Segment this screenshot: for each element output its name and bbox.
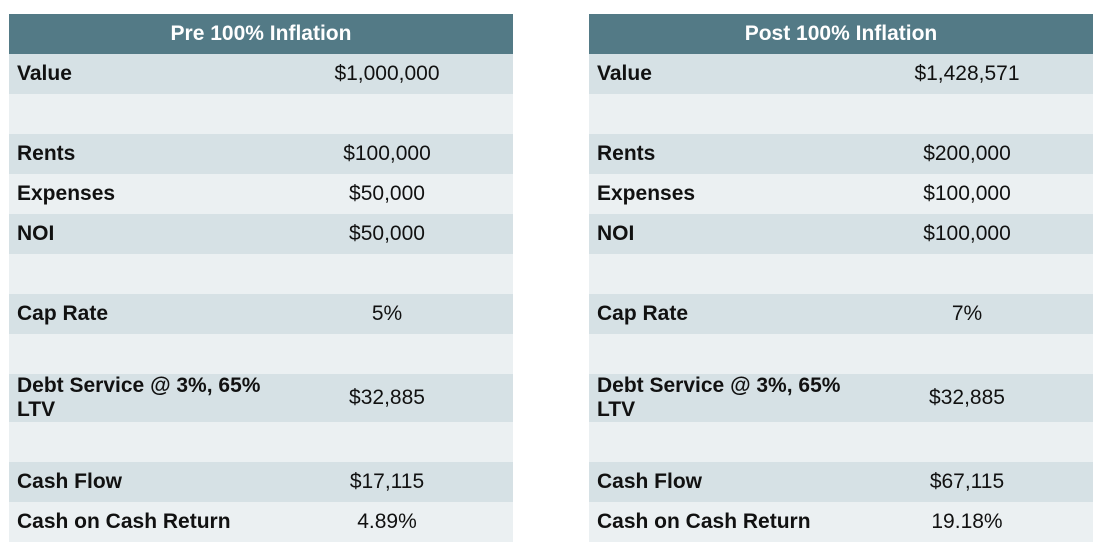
row-label (9, 254, 261, 294)
table-row (9, 54, 513, 94)
table-header-row (9, 14, 513, 54)
row-value (841, 334, 1093, 374)
table-row (9, 254, 513, 294)
row-label (9, 422, 261, 462)
table-row (589, 254, 1093, 294)
row-value (841, 254, 1093, 294)
row-value (261, 254, 513, 294)
row-value: $100,000 (261, 134, 513, 174)
row-value: $32,885 (261, 374, 513, 422)
table-title: Pre 100% Inflation (9, 14, 513, 54)
row-label: Expenses (589, 174, 841, 214)
table-row (9, 214, 513, 254)
row-value: 7% (841, 294, 1093, 334)
row-label: Value (589, 54, 841, 94)
table-row (589, 294, 1093, 334)
row-value: $17,115 (261, 462, 513, 502)
row-value: $1,000,000 (261, 54, 513, 94)
table-row (589, 502, 1093, 542)
row-label (589, 422, 841, 462)
row-label (589, 254, 841, 294)
row-value (841, 422, 1093, 462)
table-row (9, 334, 513, 374)
row-value: $50,000 (261, 174, 513, 214)
row-value (261, 334, 513, 374)
row-value: 4.89% (261, 502, 513, 542)
row-label: NOI (589, 214, 841, 254)
row-label: Value (9, 54, 261, 94)
row-value: $32,885 (841, 374, 1093, 422)
row-label: NOI (9, 214, 261, 254)
row-value (841, 94, 1093, 134)
row-value: $200,000 (841, 134, 1093, 174)
pre-inflation-table (9, 14, 513, 542)
row-value (261, 94, 513, 134)
row-label: Cash Flow (9, 462, 261, 502)
table-row (9, 94, 513, 134)
row-value: $1,428,571 (841, 54, 1093, 94)
table-row (589, 134, 1093, 174)
row-label (9, 94, 261, 134)
row-label: Rents (589, 134, 841, 174)
row-value: 5% (261, 294, 513, 334)
row-label: Debt Service @ 3%, 65% LTV (9, 374, 261, 422)
table-row (9, 422, 513, 462)
table-row (589, 174, 1093, 214)
row-label: Debt Service @ 3%, 65% LTV (589, 374, 841, 422)
row-label: Rents (9, 134, 261, 174)
table-row (589, 374, 1093, 422)
table-row (9, 502, 513, 542)
row-label: Cap Rate (589, 294, 841, 334)
table-row (589, 422, 1093, 462)
row-value: 19.18% (841, 502, 1093, 542)
table-row (589, 334, 1093, 374)
row-label: Cash on Cash Return (9, 502, 261, 542)
table-row (9, 462, 513, 502)
row-value: $50,000 (261, 214, 513, 254)
table-row (9, 174, 513, 214)
table-row (9, 374, 513, 422)
table-row (9, 294, 513, 334)
row-label: Cash on Cash Return (589, 502, 841, 542)
row-value: $67,115 (841, 462, 1093, 502)
table-row (589, 54, 1093, 94)
row-value: $100,000 (841, 174, 1093, 214)
row-label: Cash Flow (589, 462, 841, 502)
row-label (589, 94, 841, 134)
row-value: $100,000 (841, 214, 1093, 254)
row-label (589, 334, 841, 374)
row-label (9, 334, 261, 374)
row-label: Cap Rate (9, 294, 261, 334)
row-label: Expenses (9, 174, 261, 214)
table-header-row (589, 14, 1093, 54)
post-inflation-table (589, 14, 1093, 542)
table-title: Post 100% Inflation (589, 14, 1093, 54)
row-value (261, 422, 513, 462)
table-row (589, 214, 1093, 254)
table-row (589, 462, 1093, 502)
table-row (9, 134, 513, 174)
table-row (589, 94, 1093, 134)
